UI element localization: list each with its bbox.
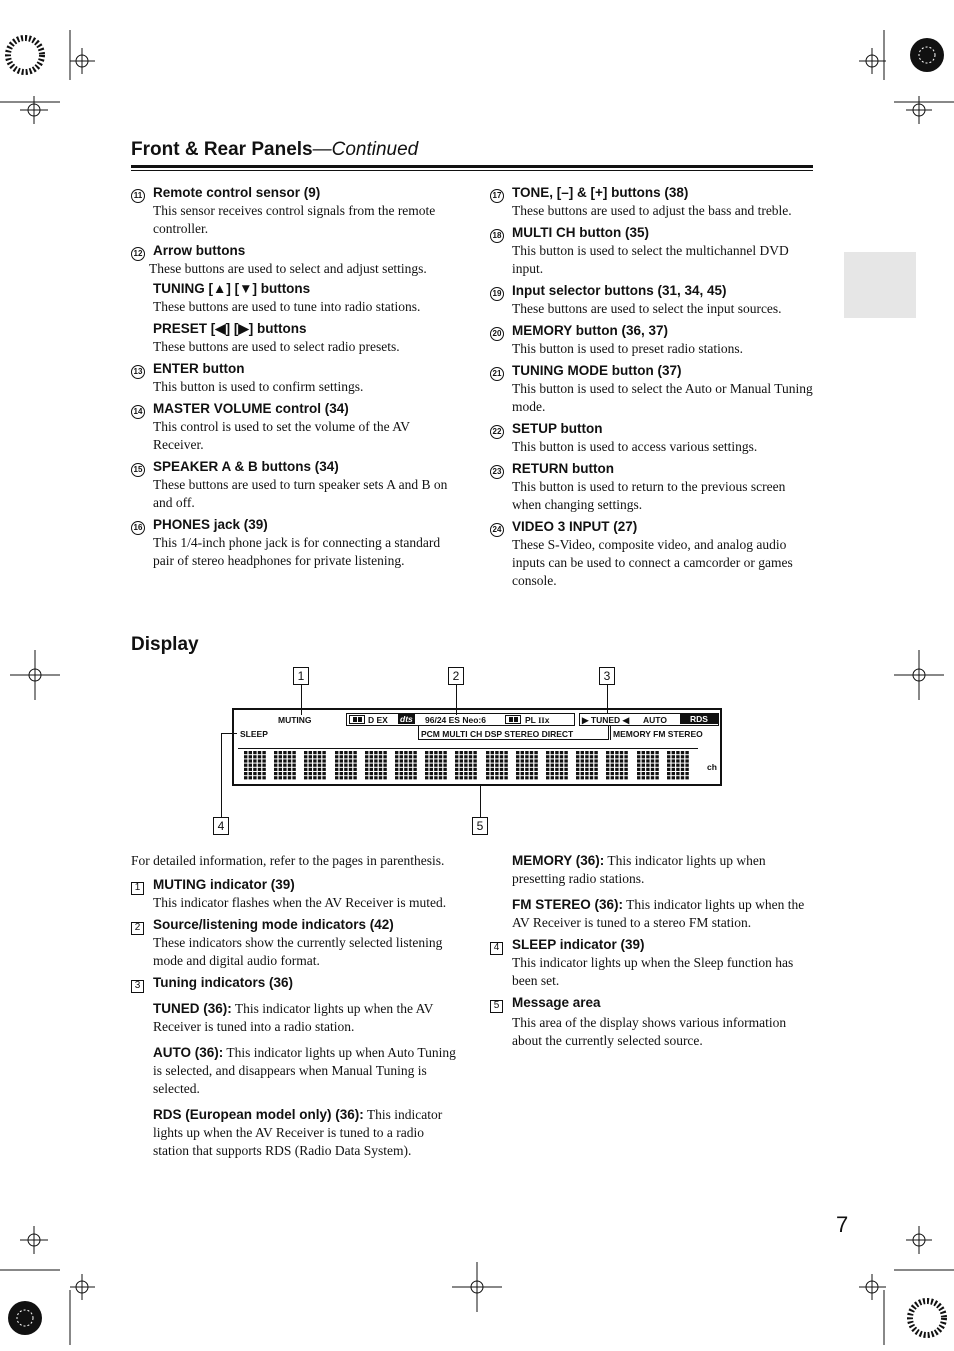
item-number: 24 — [490, 523, 504, 537]
item-number: 12 — [131, 247, 145, 261]
header-rule — [131, 165, 813, 168]
dot-matrix-cell — [576, 751, 600, 781]
callout-4: 4 — [213, 817, 229, 835]
list-item — [131, 400, 461, 454]
sub-text: This indicator lights up when Auto Tuning is selected, and disappears when Manual Tuning is selected. — [153, 1045, 456, 1096]
item-description: This button is used to preset radio stations. — [512, 341, 743, 356]
sub-label: TUNED (36): — [153, 1001, 232, 1016]
list-item — [131, 360, 461, 396]
dot-matrix-cell — [667, 751, 691, 781]
item-description: This button is used to select the Auto or Manual Tuning mode. — [512, 381, 813, 414]
item-number: 4 — [490, 942, 503, 955]
sleep-indicator: SLEEP — [240, 729, 268, 739]
registration-mark-left-middle — [10, 650, 60, 700]
item-title: MUTING indicator (39) — [153, 877, 295, 892]
dex-indicator: D EX — [368, 715, 388, 725]
list-item — [131, 876, 461, 912]
item-title: MEMORY button (36, 37) — [512, 323, 669, 338]
item-number: 20 — [490, 327, 504, 341]
dot-matrix-cell — [486, 751, 510, 781]
registration-mark-right-middle — [894, 650, 944, 700]
rds-indicator: RDS — [680, 714, 718, 724]
item-description: This button is used to select the multichannel DVD input. — [512, 243, 789, 276]
item-number: 22 — [490, 425, 504, 439]
pl-ii-text: II — [538, 715, 545, 725]
item-title: SETUP button — [512, 421, 603, 436]
list-item — [490, 936, 814, 990]
front-panel-right-column — [490, 184, 814, 594]
list-item-sub — [131, 280, 461, 316]
list-item — [490, 184, 814, 220]
item-title: MASTER VOLUME control (34) — [153, 401, 349, 416]
sub-label: MEMORY (36): — [512, 853, 605, 868]
item-description: These indicators show the currently selected listening mode and digital audio format. — [153, 935, 443, 968]
item-title: SPEAKER A & B buttons (34) — [153, 459, 339, 474]
item-title: ENTER button — [153, 361, 245, 376]
display-intro: For detailed information, refer to the pages in parenthesis. — [131, 853, 445, 868]
item-number: 15 — [131, 463, 145, 477]
header-rule-thin — [131, 170, 813, 171]
crop-mark-bottom-left — [0, 1220, 130, 1345]
item-number: 13 — [131, 365, 145, 379]
item-title: TONE, [–] & [+] buttons (38) — [512, 185, 689, 200]
item-description: These buttons are used to select the input sources. — [512, 301, 782, 316]
sub-text: This indicator lights up when the AV Receiver is tuned into a radio station. — [153, 1001, 434, 1034]
list-item — [490, 362, 814, 416]
item-title: Tuning indicators (36) — [153, 975, 294, 990]
list-item — [131, 516, 461, 570]
dot-matrix-cell — [546, 751, 570, 781]
item-description: These buttons are used to tune into radio stations. — [153, 299, 421, 314]
list-item-sub — [131, 320, 461, 356]
item-description: This control is used to set the volume of the AV Receiver. — [153, 419, 410, 452]
sub-item-title: TUNING [▲] [▼] buttons — [153, 281, 311, 296]
memory-description — [490, 852, 814, 888]
page-number: 7 — [836, 1212, 849, 1237]
front-panel-left-column — [131, 184, 461, 574]
item-number: 5 — [490, 1000, 503, 1013]
item-title: Source/listening mode indicators (42) — [153, 917, 394, 932]
item-number: 18 — [490, 229, 504, 243]
item-number: 11 — [131, 189, 145, 203]
dot-matrix-cell — [274, 751, 298, 781]
display-left-column — [131, 852, 461, 1160]
list-item — [490, 460, 814, 514]
item-title: MULTI CH button (35) — [512, 225, 649, 240]
sub-label: FM STEREO (36): — [512, 897, 624, 912]
dot-matrix-cell — [606, 751, 630, 781]
sub-text: This indicator lights up when the AV Receiver is tuned to a radio station that supports RDS (Radio Data System). — [153, 1107, 443, 1158]
item-number: 21 — [490, 367, 504, 381]
pl-text: PL — [525, 715, 539, 725]
item-description: This button is used to return to the previous screen when changing settings. — [512, 479, 786, 512]
item-description: These S-Video, composite video, and analog audio inputs can be used to connect a camcorder or games console. — [512, 537, 793, 588]
dot-matrix-cell — [304, 751, 328, 781]
item-description: This area of the display shows various information about the currently selected source. — [512, 1015, 787, 1048]
sub-label: RDS (European model only) (36): — [153, 1107, 364, 1122]
item-number: 1 — [131, 882, 144, 895]
format-indicators: 96/24 ES Neo:6 — [425, 715, 486, 725]
list-item — [490, 224, 814, 278]
list-item — [131, 974, 461, 992]
item-description: This indicator flashes when the AV Receiver is muted. — [153, 895, 447, 910]
fmstereo-description — [490, 896, 814, 932]
list-item — [131, 458, 461, 512]
callout-2: 2 — [448, 667, 464, 685]
callout-3: 3 — [599, 667, 615, 685]
item-title: Arrow buttons — [153, 243, 246, 258]
channel-indicator: ch — [707, 762, 717, 772]
page-header-title — [131, 139, 418, 161]
item-description: This 1/4-inch phone jack is for connecting a standard pair of stereo headphones for private listening. — [153, 535, 441, 568]
item-description: These buttons are used to select radio presets. — [153, 339, 400, 354]
list-item — [490, 282, 814, 318]
list-item — [131, 242, 461, 278]
sub-text: This indicator lights up when the AV Receiver is tuned to a stereo FM station. — [512, 897, 805, 930]
list-item — [131, 184, 461, 238]
crop-mark-top-right — [824, 30, 954, 150]
sub-item-title: PRESET [◀] [▶] buttons — [153, 321, 307, 336]
item-description: This button is used to confirm settings. — [153, 379, 364, 394]
sub-label: AUTO (36): — [153, 1045, 224, 1060]
list-item — [490, 994, 814, 1050]
tuning-frame-divider — [610, 726, 611, 740]
listening-mode-indicators: PCM MULTI CH DSP STEREO DIRECT — [421, 729, 574, 739]
item-title: VIDEO 3 INPUT (27) — [512, 519, 638, 534]
item-title: Input selector buttons (31, 34, 45) — [512, 283, 727, 298]
side-tab — [844, 252, 916, 318]
header-continued-text: —Continued — [312, 139, 419, 160]
list-item — [490, 420, 814, 456]
item-title: SLEEP indicator (39) — [512, 937, 645, 952]
item-number: 3 — [131, 980, 144, 993]
item-title: PHONES jack (39) — [153, 517, 268, 532]
dot-matrix-cell — [335, 751, 359, 781]
display-right-column — [490, 852, 814, 1054]
callout-1: 1 — [293, 667, 309, 685]
rds-description — [131, 1106, 461, 1160]
crop-mark-top-left — [0, 30, 130, 150]
item-title: TUNING MODE button (37) — [512, 363, 682, 378]
leader-line-5 — [480, 784, 481, 817]
tuned-description — [131, 1000, 461, 1036]
dts-logo: dts — [400, 714, 413, 724]
list-item — [490, 518, 814, 590]
item-description: This sensor receives control signals from the remote controller. — [153, 203, 436, 236]
dolby-pl-logo — [505, 715, 521, 724]
memory-fmstereo-indicators: MEMORY FM STEREO — [613, 729, 703, 739]
item-title: RETURN button — [512, 461, 614, 476]
item-description: This button is used to access various settings. — [512, 439, 758, 454]
auto-description — [131, 1044, 461, 1098]
sub-text: This indicator lights up when presetting radio stations. — [512, 853, 766, 886]
item-title: Message area — [512, 995, 601, 1010]
dot-matrix-cell — [637, 751, 661, 781]
list-item — [131, 916, 461, 970]
leader-line-4 — [221, 733, 222, 817]
item-number: 23 — [490, 465, 504, 479]
registration-mark-bottom-center — [452, 1262, 502, 1312]
crop-mark-bottom-right — [824, 1220, 954, 1345]
auto-indicator: AUTO — [643, 715, 667, 725]
item-number: 16 — [131, 521, 145, 535]
pl-x-text: x — [544, 715, 550, 725]
muting-indicator: MUTING — [278, 715, 312, 725]
item-title: Remote control sensor (9) — [153, 185, 321, 200]
item-description: This indicator lights up when the Sleep function has been set. — [512, 955, 794, 988]
tuned-text: TUNED — [590, 715, 621, 725]
item-number: 19 — [490, 287, 504, 301]
tuned-right-arrow-icon: ◀ — [622, 715, 630, 725]
item-number: 2 — [131, 922, 144, 935]
dot-matrix-cell — [425, 751, 449, 781]
item-description: These buttons are used to turn speaker sets A and B on and off. — [153, 477, 448, 510]
tuned-indicator — [582, 715, 629, 726]
callout-5: 5 — [472, 817, 488, 835]
item-description: These buttons are used to select and adjust settings. — [149, 261, 427, 276]
tuned-left-arrow-icon: ▶ — [582, 715, 589, 725]
dot-matrix-cell — [516, 751, 540, 781]
pl2x-indicator — [525, 715, 549, 725]
item-description: These buttons are used to adjust the bass and treble. — [512, 203, 792, 218]
section-title-display: Display — [131, 634, 199, 655]
header-main-text: Front & Rear Panels — [131, 139, 313, 160]
list-item — [490, 322, 814, 358]
dot-matrix-cell — [244, 751, 268, 781]
message-area — [238, 748, 698, 782]
dot-matrix-cell — [395, 751, 419, 781]
item-number: 14 — [131, 405, 145, 419]
dolby-digital-logo — [349, 715, 365, 724]
item-number: 17 — [490, 189, 504, 203]
dot-matrix-cell — [455, 751, 479, 781]
dot-matrix-cell — [365, 751, 389, 781]
